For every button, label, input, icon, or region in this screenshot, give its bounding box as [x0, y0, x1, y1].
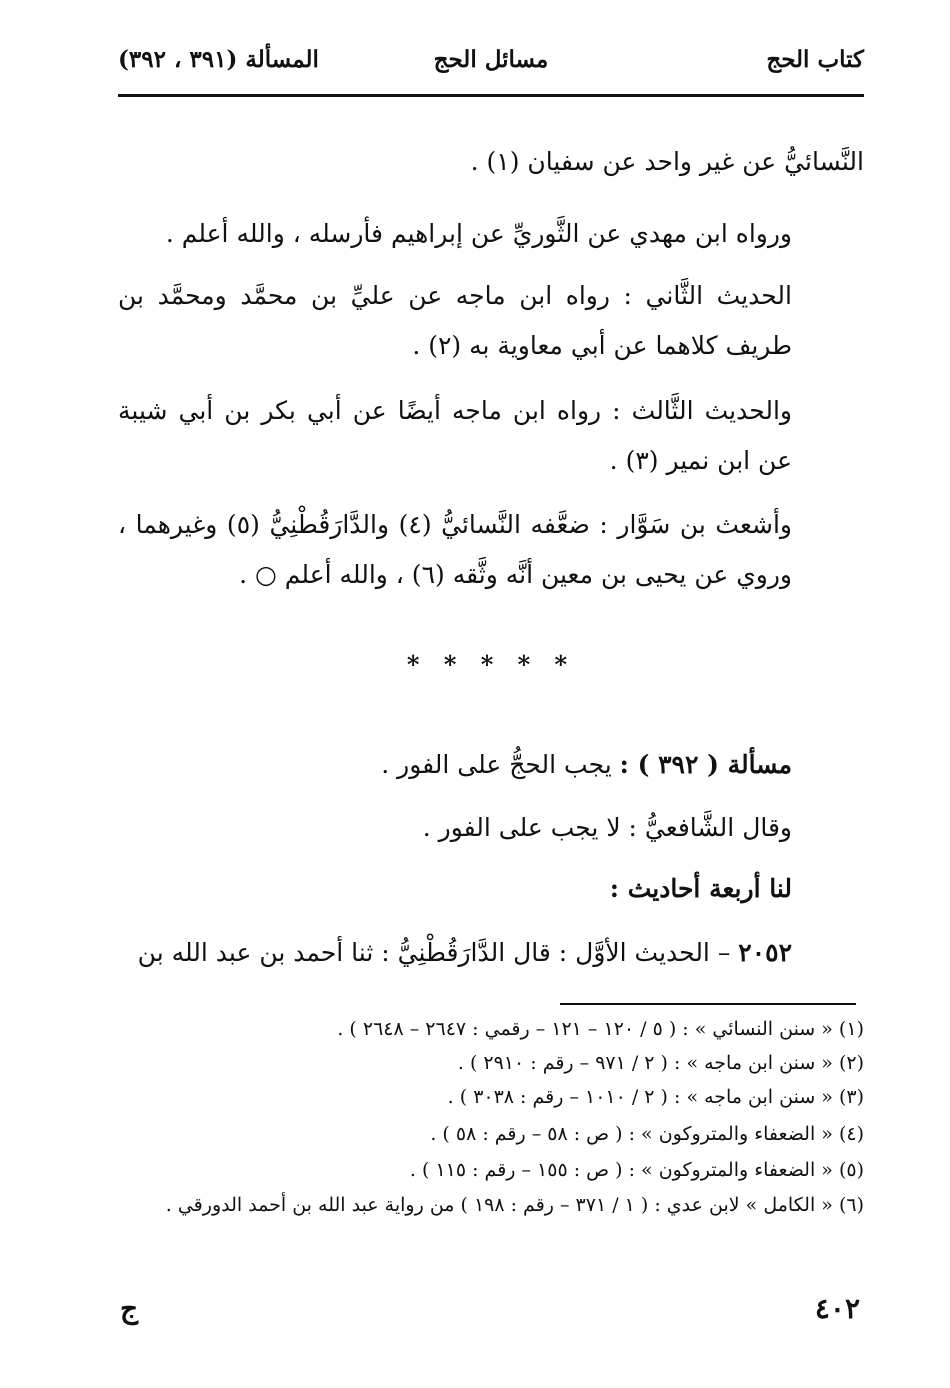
page-number: ٤٠٢: [814, 1292, 860, 1325]
footnote-1: (١) « سنن النسائي » : ( ٥ / ١٢٠ – ١٢١ – رقمي : ٢٦٤٧ – ٢٦٤٨ ) .: [337, 1018, 864, 1040]
section-separator: * * * * *: [406, 650, 576, 679]
footnote-2: (٢) « سنن ابن ماجه » : ( ٢ / ٩٧١ – رقم : ٢٩١٠ ) .: [457, 1052, 864, 1074]
hadith-text: – الحديث الأوَّل : قال الدَّارَقُطْنِيُّ : ثنا أحمد بن عبد الله بن: [137, 938, 739, 967]
paragraph-5: وأشعث بن سَوَّار : ضعَّفه النَّسائيُّ (٤) والدَّارَقُطْنِيُّ (٥) وغيرهما ، وروي عن يحيى بن معين أنَّه وثَّقه (٦) ، والله أعلم ○ .: [118, 510, 792, 589]
footnote-5: (٥) « الضعفاء والمتروكون » : ( ص : ١٥٥ – رقم : ١١٥ ) .: [409, 1159, 864, 1181]
evidence-heading: لنا أربعة أحاديث :: [609, 874, 792, 903]
masala-heading: [118, 740, 864, 790]
header-issue-range: المسألة (٣٩١ ، ٣٩٢): [118, 46, 319, 73]
header-rule: [118, 94, 864, 97]
masala-statement: يجب الحجُّ على الفور .: [381, 750, 620, 779]
hadith-2052: [118, 928, 864, 978]
paragraph-1: النَّسائيُّ عن غير واحد عن سفيان (١) .: [470, 147, 864, 176]
footnote-4: (٤) « الضعفاء والمتروكون » : ( ص : ٥٨ – رقم : ٥٨ ) .: [430, 1123, 864, 1145]
paragraph-3: الحديث الثَّاني : رواه ابن ماجه عن عليِّ بن محمَّد ومحمَّد بن طريف كلاهما عن أبي معاوية به (٢) .: [118, 281, 792, 360]
paragraph-2: ورواه ابن مهدي عن الثَّوريِّ عن إبراهيم فأرسله ، والله أعلم .: [165, 219, 792, 248]
masala-title: مسألة ( ٣٩٢ ) :: [619, 750, 792, 779]
header-book-title: كتاب الحج: [766, 46, 864, 73]
footnote-6: (٦) « الكامل » لابن عدي : ( ١ / ٣٧١ – رقم : ١٩٨ ) من رواية عبد الله بن أحمد الدورقي .: [165, 1194, 864, 1216]
footnote-3: (٣) « سنن ابن ماجه » : ( ٢ / ١٠١٠ – رقم : ٣٠٣٨ ) .: [447, 1086, 864, 1108]
volume-signature: ج: [120, 1292, 139, 1325]
hadith-number: ٢٠٥٢: [738, 938, 792, 967]
paragraph-4: والحديث الثَّالث : رواه ابن ماجه أيضًا عن أبي بكر بن أبي شيبة عن ابن نمير (٣) .: [118, 396, 792, 475]
shafii-opinion: وقال الشَّافعيُّ : لا يجب على الفور .: [422, 813, 792, 842]
header-chapter-title: مسائل الحج: [433, 46, 549, 73]
running-header: [118, 46, 864, 86]
footnote-rule: [560, 1003, 856, 1005]
